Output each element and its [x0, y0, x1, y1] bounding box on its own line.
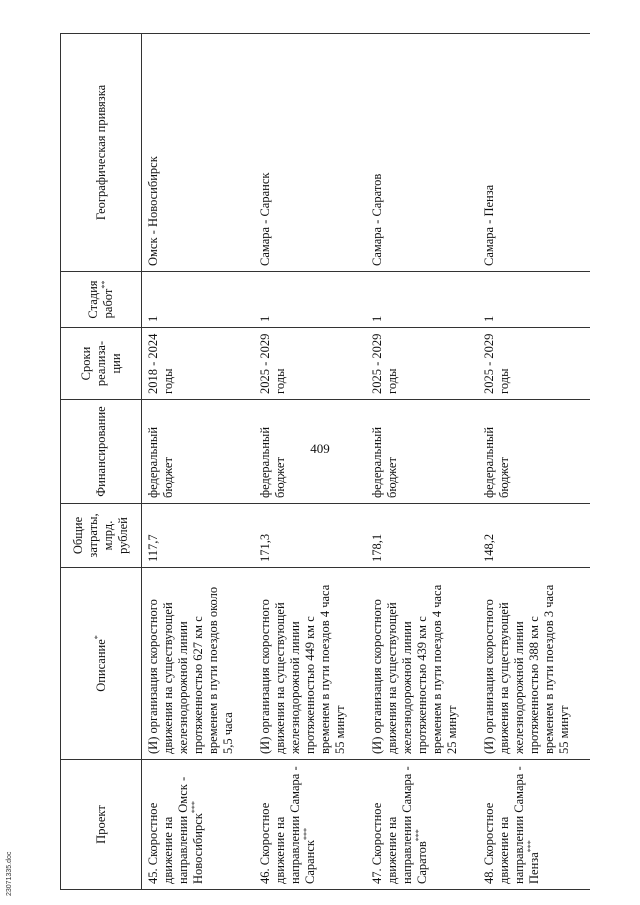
table-row: [478, 34, 590, 890]
header-geo: [61, 34, 142, 272]
cell-financing: федеральный бюджет: [366, 400, 478, 504]
header-costs: [61, 504, 142, 568]
project-name: Скоростное движение на направлении Самара - Саратов: [369, 766, 429, 884]
cell-costs: 148,2: [478, 504, 590, 568]
header-description-mark: *: [92, 635, 102, 640]
cell-stage: 1: [254, 272, 366, 328]
cell-description: (И) организация скоростного движения на существующей железнодорожной линии протяженностью 439 км с временем в пути поездов 4 часа 25 минут: [366, 568, 478, 760]
header-stage: [61, 272, 142, 328]
project-name: Скоростное движение на направлении Омск - Новосибирск: [146, 776, 205, 884]
cell-geo: Самара - Пенза: [478, 34, 590, 272]
header-terms-label: Сроки реализа-ции: [78, 340, 123, 387]
project-name: Скоростное движение на направлении Самара - Саранск: [257, 766, 317, 884]
project-name: Скоростное движение на направлении Самара - Пенза: [481, 766, 541, 884]
row-number: 45.: [146, 868, 160, 884]
header-costs-label: Общие затраты, млрд. рублей: [71, 513, 130, 558]
cell-project: [142, 760, 254, 890]
cell-financing: федеральный бюджет: [254, 400, 366, 504]
project-mark: ***: [301, 828, 311, 840]
cell-costs: 178,1: [366, 504, 478, 568]
header-financing-label: Финансирование: [93, 406, 108, 497]
document-code: 23071335.doc: [6, 851, 13, 896]
cell-costs: 171,3: [254, 504, 366, 568]
row-number: 47.: [369, 868, 384, 884]
table-row: [366, 34, 478, 890]
cell-geo: Омск - Новосибирск: [142, 34, 254, 272]
project-mark: ***: [525, 840, 535, 853]
cell-terms: 2025 - 2029 годы: [254, 328, 366, 400]
header-stage-label: Стадия работ: [86, 280, 115, 319]
header-geo-label: Географическая привязка: [93, 84, 108, 221]
header-stage-mark: **: [99, 280, 109, 289]
table-row: [254, 34, 366, 890]
cell-terms: 2025 - 2029 годы: [366, 328, 478, 400]
header-project: [61, 760, 142, 890]
header-row: [61, 34, 142, 890]
cell-terms: 2025 - 2029 годы: [478, 328, 590, 400]
cell-financing: федеральный бюджет: [478, 400, 590, 504]
row-number: 46.: [257, 868, 272, 884]
cell-description: (И) организация скоростного движения на существующей железнодорожной линии протяженностью 388 км с временем в пути поездов 3 часа 55 минут: [478, 568, 590, 760]
cell-costs: 117,7: [142, 504, 254, 568]
page-number: 409: [310, 441, 330, 456]
cell-description: (И) организация скоростного движения на существующей железнодорожной линии протяженностью 627 км с временем в пути поездов около 5,5 часа: [142, 568, 254, 760]
rotated-table-container: [60, 34, 571, 890]
projects-table: [60, 33, 590, 890]
cell-description: (И) организация скоростного движения на существующей железнодорожной линии протяженностью 449 км с временем в пути поездов 4 часа 55 минут: [254, 568, 366, 760]
cell-project: [366, 760, 478, 890]
header-financing: [61, 400, 142, 504]
cell-stage: 1: [142, 272, 254, 328]
row-number: 48.: [481, 868, 496, 884]
project-mark: ***: [413, 829, 423, 842]
cell-geo: Самара - Саранск: [254, 34, 366, 272]
table-row: [142, 34, 254, 890]
cell-project: [478, 760, 590, 890]
header-project-label: Проект: [93, 805, 108, 844]
cell-stage: 1: [366, 272, 478, 328]
cell-stage: 1: [478, 272, 590, 328]
cell-terms: 2018 - 2024 годы: [142, 328, 254, 400]
project-mark: ***: [189, 801, 199, 814]
cell-financing: федеральный бюджет: [142, 400, 254, 504]
header-description-label: Описание: [93, 639, 108, 692]
cell-geo: Самара - Саратов: [366, 34, 478, 272]
header-terms: [61, 328, 142, 400]
cell-project: [254, 760, 366, 890]
header-description: [61, 568, 142, 760]
